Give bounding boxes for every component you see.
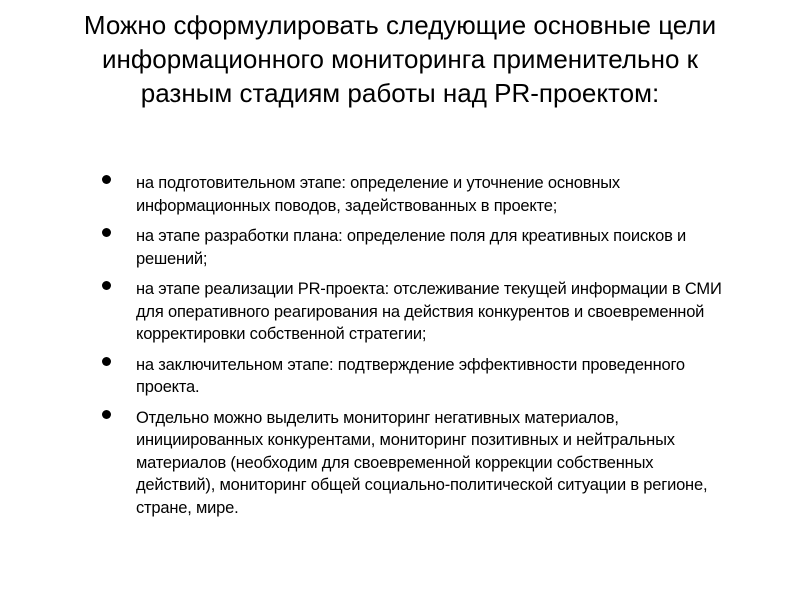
bullet-item	[96, 172, 736, 217]
bullet-text: Отдельно можно выделить мониторинг негативных материалов, инициированных конкурентами, мониторинг позитивных и нейтральных материалов (необходим для своевременной коррекции собственных действий), мониторинг общей социально-политической ситуации в регионе, стране, мире.	[136, 408, 708, 517]
bullet-item	[96, 354, 736, 399]
slide-title: Можно сформулировать следующие основные цели информационного мониторинга применительно к разным стадиям работы над PR-проектом:	[83, 10, 717, 108]
bullet-item	[96, 225, 736, 270]
bullet-item	[96, 407, 736, 520]
bullet-text: на заключительном этапе: подтверждение эффективности проведенного проекта.	[136, 355, 685, 396]
bullet-dot-icon	[102, 175, 111, 184]
bullet-dot-icon	[102, 357, 111, 366]
bullet-dot-icon	[102, 281, 111, 290]
bullet-dot-icon	[102, 228, 111, 237]
bullet-list	[96, 172, 736, 527]
bullet-text: на этапе реализации PR-проекта: отслеживание текущей информации в СМИ для оперативного реагирования на действия конкурентов и своевременной корректировки собственной стратегии;	[136, 280, 722, 343]
bullet-text: на этапе разработки плана: определение поля для креативных поисков и решений;	[136, 227, 687, 268]
bullet-item	[96, 278, 736, 346]
bullet-dot-icon	[102, 410, 111, 419]
bullet-text: на подготовительном этапе: определение и уточнение основных информационных поводов, задействованных в проекте;	[136, 174, 620, 215]
